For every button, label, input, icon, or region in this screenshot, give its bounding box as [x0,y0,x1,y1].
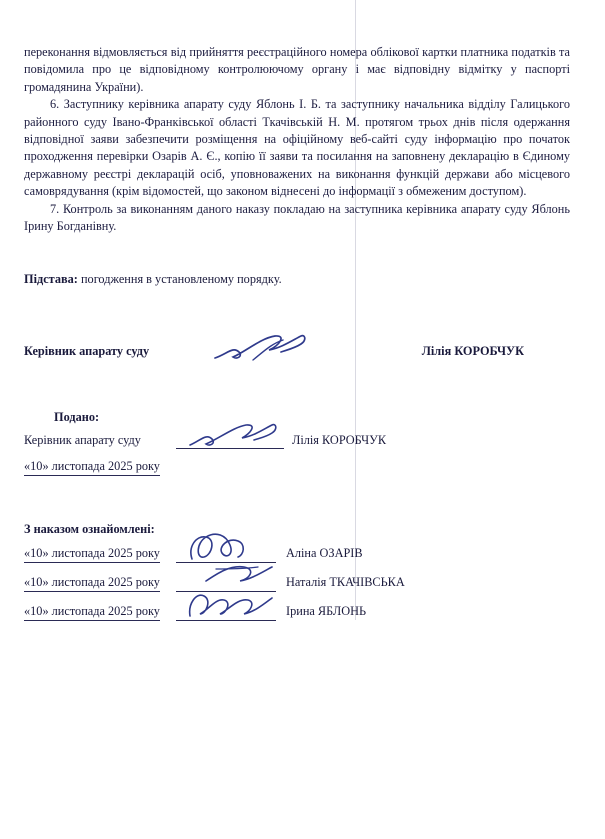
acknowledgement-row [24,546,570,566]
submitted-date: «10» листопада 2025 року [24,459,160,476]
submitted-heading: Подано: [54,410,100,425]
acknowledgement-person: Аліна ОЗАРІВ [286,546,363,561]
submitted-name: Лілія КОРОБЧУК [292,433,387,448]
paragraph-item-6: 6. Заступнику керівника апарату суду Яблонь І. Б. та заступнику начальника відділу Галицького районного суду Івано-Франківської області Ткачівській Н. М. протягом трьох днів після одержання відповідної заяви забезпечити розміщення на офіційному веб-сайті суду інформацію про початок проходження перевірки Озарів А. Є., копію її заяви та посилання на заповнену декларацію в Єдиному державному реєстрі декларацій осіб, уповноважених на виконання функцій держави або місцевого самоврядування (крім відомостей, що законом віднесені до інформації з обмеженим доступом). [24,97,570,199]
submitted-role: Керівник апарату суду [24,433,141,448]
paragraph-continuation: переконання відмовляється від прийняття реєстраційного номера облікової картки платника податків та повідомила про це відповідному контролюючому органу і має відповідну відмітку у паспорті громадянина України). [24,45,570,94]
submitted-date-wrap [24,453,570,476]
submitted-row [24,433,570,453]
acknowledgement-signature-rule [176,562,276,563]
acknowledgement-person: Наталія ТКАЧІВСЬКА [286,575,405,590]
submitted-signature-rule [176,448,284,449]
signature-row [24,344,570,370]
basis-label: Підстава: [24,272,78,287]
signature-role: Керівник апарату суду [24,344,150,359]
acknowledgement-row [24,575,570,595]
acknowledgement-signature-rule [176,591,276,592]
acknowledgement-row [24,604,570,624]
acknowledgement-date: «10» листопада 2025 року [24,546,160,563]
acknowledgement-person: Ірина ЯБЛОНЬ [286,604,367,619]
document-body [24,44,570,624]
acknowledgement-signature-rule [176,620,276,621]
paragraph-item-7: 7. Контроль за виконанням даного наказу покладаю на заступника керівника апарату суду Яблонь Ірину Богданівну. [24,201,570,234]
acknowledgement-date: «10» листопада 2025 року [24,604,160,621]
acknowledgement-date: «10» листопада 2025 року [24,575,160,592]
handwritten-signature-icon [209,330,319,370]
basis-line [24,271,570,288]
signature-name: Лілія КОРОБЧУК [421,344,524,359]
basis-text: погодження в установленому порядку. [80,272,282,287]
acknowledgement-heading: З наказом ознайомлені: [24,522,155,537]
